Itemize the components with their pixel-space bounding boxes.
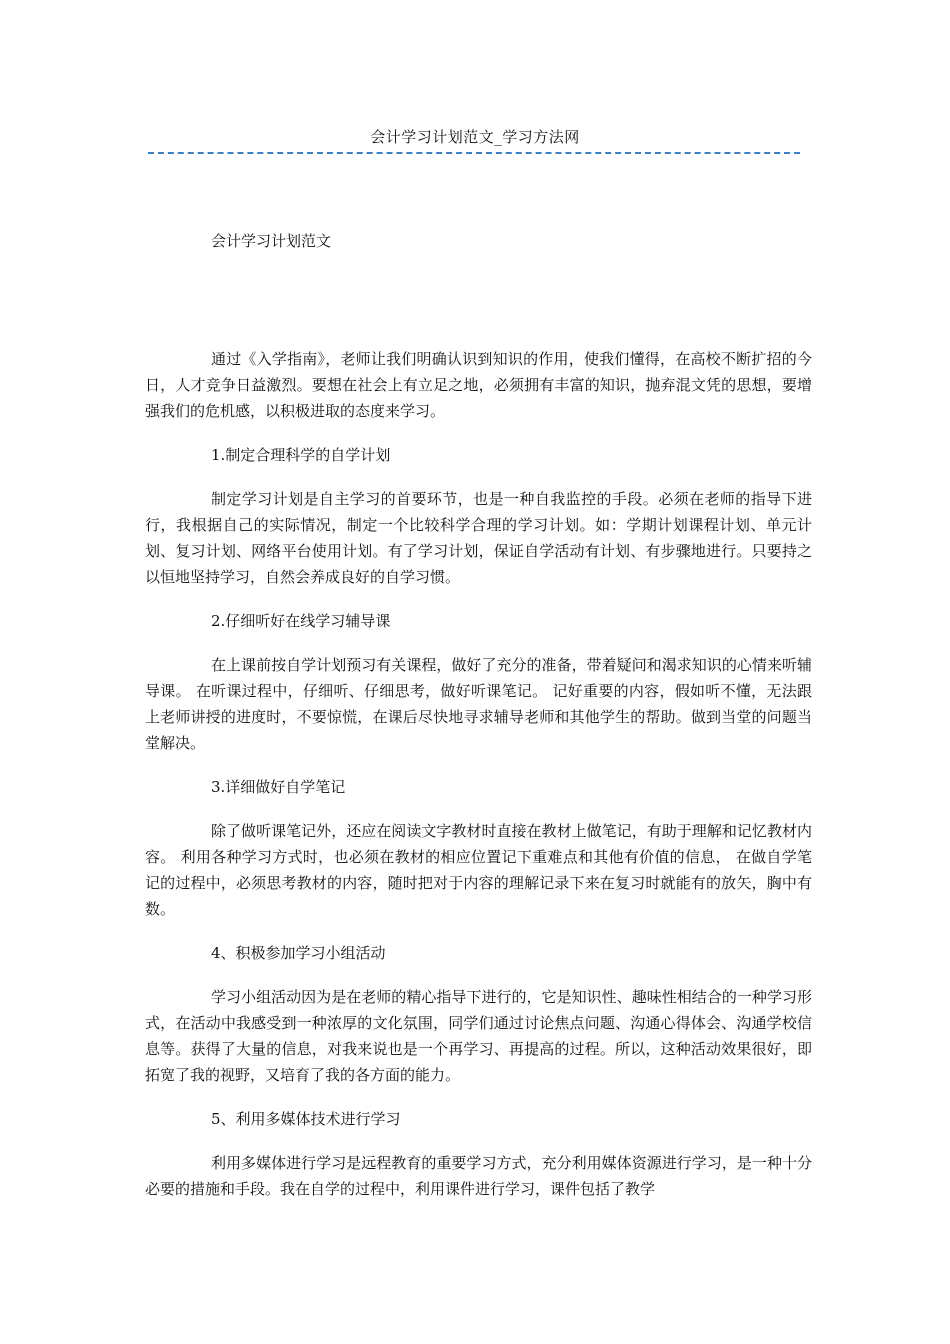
section-heading-1: 1.制定合理科学的自学计划: [211, 446, 391, 464]
section-body-4: 学习小组活动因为是在老师的精心指导下进行的，它是知识性、趣味性相结合的一种学习形式，在活动中我感受到一种浓厚的文化氛围，同学们通过讨论焦点问题、沟通心得体会、沟通学校信息等。获得了大量的信息，对我来说也是一个再学习、再提高的过程。所以，这种活动效果很好，即拓宽了我的视野，又培育了我的各方面的能力。: [145, 988, 812, 1084]
document-title: 会计学习计划范文: [211, 232, 332, 250]
section-heading-2: 2.仔细听好在线学习辅导课: [211, 612, 391, 630]
section-heading-5: 5、利用多媒体技术进行学习: [211, 1110, 401, 1128]
section-heading-3: 3.详细做好自学笔记: [211, 778, 346, 796]
page-header-title: 会计学习计划范文_学习方法网: [370, 128, 580, 146]
header-dashed-divider: [148, 152, 800, 154]
document-body: [145, 228, 812, 1220]
intro-paragraph: 通过《入学指南》，老师让我们明确认识到知识的作用，使我们懂得，在高校不断扩招的今日，人才竞争日益激烈。要想在社会上有立足之地，必须拥有丰富的知识，抛弃混文凭的思想，要增强我们的危机感，以积极进取的态度来学习。: [145, 350, 812, 420]
section-heading-4: 4、积极参加学习小组活动: [211, 944, 386, 962]
section-body-1: 制定学习计划是自主学习的首要环节，也是一种自我监控的手段。必须在老师的指导下进行，我根据自己的实际情况，制定一个比较科学合理的学习计划。如：学期计划课程计划、单元计划、复习计划、网络平台使用计划。有了学习计划，保证自学活动有计划、有步骤地进行。只要持之以恒地坚持学习，自然会养成良好的自学习惯。: [145, 490, 812, 586]
section-body-3: 除了做听课笔记外，还应在阅读文字教材时直接在教材上做笔记，有助于理解和记忆教材内容。 利用各种学习方式时，也必须在教材的相应位置记下重难点和其他有价值的信息， 在做自学笔记的过程中，必须思考教材的内容，随时把对于内容的理解记录下来在复习时就能有的放矢，胸中有数。: [145, 822, 812, 918]
section-body-2: 在上课前按自学计划预习有关课程，做好了充分的准备，带着疑问和渴求知识的心情来听辅导课。 在听课过程中，仔细听、仔细思考，做好听课笔记。 记好重要的内容，假如听不懂，无法跟上老师讲授的进度时，不要惊慌，在课后尽快地寻求辅导老师和其他学生的帮助。做到当堂的问题当堂解决。: [145, 656, 812, 752]
section-body-5: 利用多媒体进行学习是远程教育的重要学习方式，充分利用媒体资源进行学习，是一种十分必要的措施和手段。我在自学的过程中，利用课件进行学习，课件包括了教学: [145, 1154, 812, 1198]
